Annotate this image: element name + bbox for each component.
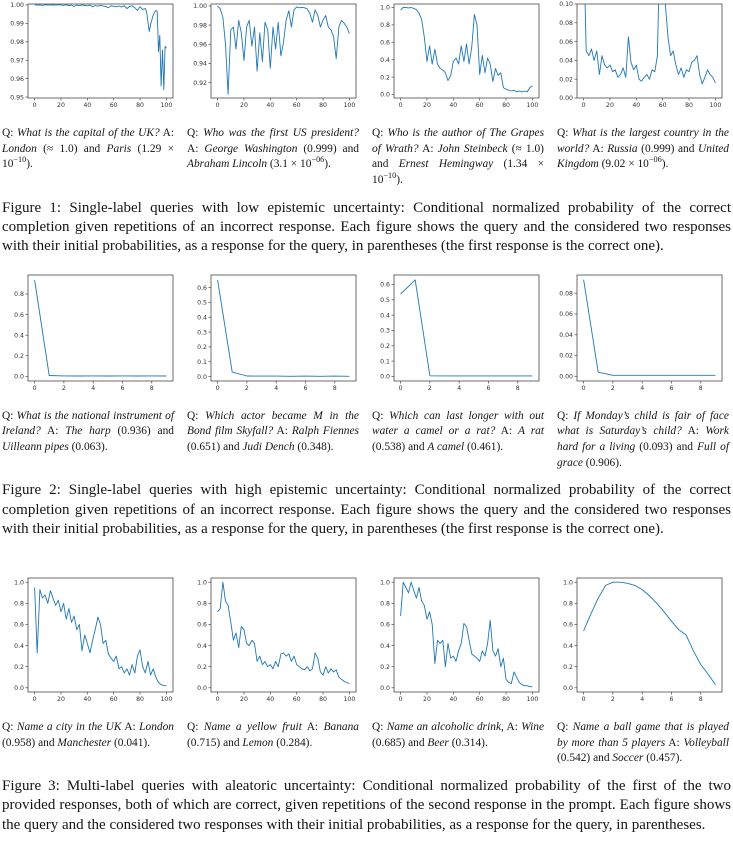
- svg-text:0.4: 0.4: [197, 313, 207, 321]
- svg-text:100: 100: [343, 696, 356, 703]
- svg-text:60: 60: [475, 696, 484, 703]
- figure-1-panel-3-chart: [368, 1, 544, 116]
- figure-2-panel-4-chart: [551, 272, 727, 399]
- svg-text:0.0: 0.0: [380, 91, 390, 99]
- svg-text:20: 20: [240, 696, 248, 703]
- svg-text:1.0: 1.0: [563, 579, 573, 587]
- svg-text:0.0: 0.0: [380, 684, 390, 692]
- figure-1-query-2: Q: Who was the first US president? A: George Washington (0.999) and Abraham Lincoln $(3.1 \times 10^{-06})$.: [187, 127, 360, 171]
- svg-text:0: 0: [215, 384, 220, 392]
- svg-text:0.98: 0.98: [193, 22, 207, 30]
- svg-text:0.6: 0.6: [197, 284, 207, 292]
- svg-text:0.02: 0.02: [559, 76, 573, 84]
- svg-text:0.96: 0.96: [10, 75, 24, 83]
- svg-text:1.00: 1.00: [10, 2, 24, 10]
- svg-text:60: 60: [658, 102, 667, 109]
- svg-text:100: 100: [160, 102, 173, 109]
- svg-text:0.2: 0.2: [563, 663, 573, 671]
- figure-1-caption: Figure 1: Single-label queries with low epistemic uncertainty: Conditional normalized probability of the correct completion given repetitions of an incorrect response. Each figure shows the query and the considered two responses with their initial probabilities, as a response for the query, in parentheses (the first response is the correct one).: [2, 199, 731, 255]
- svg-text:0.94: 0.94: [193, 60, 207, 68]
- svg-text:0.6: 0.6: [14, 311, 24, 319]
- figure-2-panel-3-chart: [368, 272, 544, 399]
- svg-text:100: 100: [526, 102, 539, 109]
- svg-text:0.2: 0.2: [14, 352, 24, 360]
- svg-text:0.6: 0.6: [380, 621, 390, 629]
- svg-text:100: 100: [526, 696, 539, 703]
- svg-text:80: 80: [319, 102, 327, 109]
- svg-text:0.02: 0.02: [559, 352, 573, 360]
- svg-text:0.2: 0.2: [380, 663, 390, 671]
- svg-text:20: 20: [240, 102, 248, 109]
- figure-3-query-2: Q: Name a yellow fruit A: Banana (0.715) and Lemon (0.284).: [187, 721, 359, 749]
- svg-text:0.04: 0.04: [559, 57, 573, 65]
- svg-text:20: 20: [423, 696, 431, 703]
- svg-text:4: 4: [640, 384, 645, 392]
- svg-text:0.0: 0.0: [197, 373, 207, 381]
- svg-text:0.8: 0.8: [563, 600, 573, 608]
- svg-text:20: 20: [423, 102, 431, 109]
- svg-text:20: 20: [57, 102, 65, 109]
- svg-text:0.6: 0.6: [563, 621, 573, 629]
- svg-text:60: 60: [475, 102, 484, 109]
- svg-text:0.4: 0.4: [197, 642, 207, 650]
- figure-2-panel-1-chart: [2, 272, 178, 399]
- svg-text:1.00: 1.00: [193, 3, 207, 11]
- svg-text:0.8: 0.8: [197, 600, 207, 608]
- svg-text:6: 6: [486, 384, 491, 392]
- svg-text:0: 0: [581, 384, 586, 392]
- svg-text:0.99: 0.99: [10, 20, 24, 28]
- svg-text:0.8: 0.8: [14, 600, 24, 608]
- svg-text:2: 2: [610, 696, 615, 703]
- svg-text:1.0: 1.0: [14, 579, 24, 587]
- svg-text:0.08: 0.08: [559, 289, 573, 297]
- svg-text:0.4: 0.4: [563, 642, 573, 650]
- svg-text:20: 20: [606, 102, 614, 109]
- svg-text:80: 80: [136, 102, 144, 109]
- svg-text:4: 4: [457, 384, 462, 392]
- figure-1-chart-row: [2, 1, 731, 116]
- svg-text:0.06: 0.06: [559, 38, 573, 46]
- figure-3-caption: Figure 3: Multi-label queries with aleatoric uncertainty: Conditional normalized probability of the first of the two provided responses, both of which are correct, given repetitions of the second response in the prompt. Each figure shows the query and the considered two responses with their initial probabilities, as a response for the query, in parentheses.: [2, 778, 731, 833]
- figure-2-query-1: Q: What is the national instrument of Ireland? A: The harp (0.936) and Uilleann pipes (0.063).: [2, 409, 174, 453]
- figure-2-chart-row: [2, 272, 731, 399]
- figure-2-query-2: Q: Which actor became M in the Bond film Skyfall? A: Ralph Fiennes (0.651) and Judi Dench (0.348).: [187, 409, 359, 453]
- figure-2-query-3: Q: Which can last longer with out water a camel or a rat? A: A rat (0.538) and A camel (0.461).: [372, 409, 544, 453]
- svg-text:0.4: 0.4: [380, 311, 390, 319]
- svg-text:100: 100: [160, 696, 173, 703]
- svg-text:40: 40: [449, 102, 458, 109]
- svg-text:100: 100: [709, 102, 722, 109]
- figure-2-query-row: [2, 409, 731, 472]
- svg-text:1.0: 1.0: [380, 4, 390, 12]
- svg-text:2: 2: [244, 384, 249, 392]
- svg-text:0.1: 0.1: [197, 358, 207, 366]
- figure-3-query-1: Q: Name a city in the UK A: London (0.958) and Manchester (0.041).: [2, 721, 174, 749]
- svg-text:0.6: 0.6: [197, 621, 207, 629]
- svg-text:8: 8: [149, 384, 154, 392]
- svg-text:0.8: 0.8: [380, 22, 390, 30]
- svg-text:0.8: 0.8: [380, 600, 390, 608]
- figure-3-block: [2, 575, 731, 835]
- svg-text:0.96: 0.96: [193, 41, 207, 49]
- svg-text:0: 0: [215, 696, 220, 703]
- svg-text:0.4: 0.4: [14, 331, 24, 339]
- svg-text:60: 60: [292, 102, 301, 109]
- svg-text:80: 80: [319, 696, 327, 703]
- svg-text:0.0: 0.0: [14, 684, 24, 692]
- figure-3-panel-2-chart: [185, 575, 361, 710]
- figure-3-query-4: Q: Name a ball game that is played by more than 5 players A: Volleyball (0.542) and Soccer (0.457).: [557, 721, 729, 765]
- svg-text:0.8: 0.8: [14, 290, 24, 298]
- svg-text:0.0: 0.0: [197, 684, 207, 692]
- svg-text:0: 0: [215, 102, 220, 109]
- svg-text:0: 0: [398, 384, 403, 392]
- svg-text:2: 2: [61, 384, 66, 392]
- figure-3-query-row: [2, 720, 731, 767]
- svg-text:20: 20: [57, 696, 65, 703]
- svg-text:0.4: 0.4: [380, 642, 390, 650]
- svg-text:1.0: 1.0: [197, 579, 207, 587]
- svg-text:6: 6: [669, 696, 674, 703]
- svg-text:0.0: 0.0: [380, 373, 390, 381]
- svg-text:0.2: 0.2: [197, 343, 207, 351]
- svg-text:60: 60: [292, 696, 301, 703]
- figure-2-caption: Figure 2: Single-label queries with high epistemic uncertainty: Conditional normalized probability of the correct completion given repetitions of an incorrect response. Each figure shows the query and the considered two responses with their initial probabilities, as a response for the query, in parentheses (the first response is the correct one).: [2, 482, 731, 537]
- figure-1-block: [2, 1, 731, 257]
- svg-text:0.92: 0.92: [193, 79, 207, 87]
- svg-text:6: 6: [120, 384, 125, 392]
- svg-text:40: 40: [449, 696, 458, 703]
- svg-text:0.5: 0.5: [197, 299, 207, 307]
- figure-3-chart-row: [2, 575, 731, 710]
- figure-2-panel-2-chart: [185, 272, 361, 399]
- svg-text:0.0: 0.0: [563, 684, 573, 692]
- svg-text:0.08: 0.08: [559, 20, 573, 27]
- svg-text:40: 40: [266, 696, 275, 703]
- svg-text:80: 80: [685, 102, 693, 109]
- svg-text:40: 40: [266, 102, 275, 109]
- svg-text:0: 0: [581, 102, 586, 109]
- svg-text:4: 4: [274, 384, 279, 392]
- svg-text:4: 4: [91, 384, 96, 392]
- svg-text:2: 2: [427, 384, 432, 392]
- figure-1-panel-2-chart: [185, 1, 361, 116]
- svg-text:40: 40: [632, 102, 641, 109]
- figure-3-query-3: Q: Name an alcoholic drink, A: Wine (0.685) and Beer (0.314).: [372, 721, 544, 749]
- svg-text:0: 0: [398, 696, 403, 703]
- svg-text:4: 4: [640, 696, 645, 703]
- svg-text:8: 8: [515, 384, 520, 392]
- svg-text:0: 0: [32, 102, 37, 109]
- svg-text:1.0: 1.0: [380, 579, 390, 587]
- svg-text:0.0: 0.0: [14, 373, 24, 381]
- figure-1-query-1: Q: What is the capital of the UK? A: London (≈ 1.0) and Paris $(1.29 \times 10^{-10})$.: [2, 127, 174, 171]
- svg-text:0: 0: [398, 102, 403, 109]
- svg-text:0.10: 0.10: [559, 1, 573, 9]
- svg-text:0.95: 0.95: [10, 94, 24, 102]
- svg-text:0.2: 0.2: [197, 663, 207, 671]
- svg-text:0.6: 0.6: [380, 281, 390, 289]
- svg-text:0.2: 0.2: [380, 74, 390, 82]
- figure-1-query-4: Q: What is the largest country in the world? A: Russia (0.999) and United Kingdom $(9.02 \times 10^{-06})$.: [557, 127, 729, 171]
- svg-text:80: 80: [136, 696, 144, 703]
- svg-text:0.98: 0.98: [10, 38, 24, 46]
- svg-text:6: 6: [303, 384, 308, 392]
- svg-text:0.00: 0.00: [559, 95, 573, 103]
- svg-text:0.3: 0.3: [197, 328, 207, 336]
- svg-text:0.6: 0.6: [14, 621, 24, 629]
- figure-3-panel-3-chart: [368, 575, 544, 710]
- svg-text:0.97: 0.97: [10, 57, 24, 65]
- svg-text:0.00: 0.00: [559, 373, 573, 381]
- figure-2-block: [2, 272, 731, 540]
- svg-text:0.6: 0.6: [380, 39, 390, 47]
- svg-text:0.06: 0.06: [559, 310, 573, 318]
- svg-text:2: 2: [610, 384, 615, 392]
- svg-text:0: 0: [32, 384, 37, 392]
- figure-1-query-row: [2, 126, 731, 189]
- svg-text:100: 100: [343, 102, 356, 109]
- svg-text:40: 40: [83, 102, 92, 109]
- svg-text:0: 0: [32, 696, 37, 703]
- svg-text:60: 60: [109, 696, 118, 703]
- svg-text:0.3: 0.3: [380, 327, 390, 335]
- svg-text:80: 80: [502, 696, 510, 703]
- figure-3-panel-1-chart: [2, 575, 178, 710]
- svg-text:40: 40: [83, 696, 92, 703]
- figure-1-panel-4-chart: [551, 1, 727, 116]
- figure-3-panel-4-chart: [551, 575, 727, 710]
- figure-1-panel-1-chart: [2, 1, 178, 116]
- svg-text:8: 8: [332, 384, 337, 392]
- svg-text:8: 8: [698, 696, 703, 703]
- svg-text:6: 6: [669, 384, 674, 392]
- svg-text:0.2: 0.2: [380, 342, 390, 350]
- svg-text:0.5: 0.5: [380, 296, 390, 304]
- svg-text:60: 60: [109, 102, 118, 109]
- svg-text:0.4: 0.4: [14, 642, 24, 650]
- svg-text:0.2: 0.2: [14, 663, 24, 671]
- svg-text:0.1: 0.1: [380, 357, 390, 365]
- svg-text:0.4: 0.4: [380, 56, 390, 64]
- svg-text:8: 8: [698, 384, 703, 392]
- svg-text:80: 80: [502, 102, 510, 109]
- figure-2-query-4: Q: If Monday’s child is fair of face what is Saturday’s child? A: Work hard for a living (0.093) and Full of grace (0.906).: [557, 409, 729, 469]
- figure-1-query-3: Q: Who is the author of The Grapes of Wrath? A: John Steinbeck (≈ 1.0) and Ernest Hemingway $(1.34 \times 10^{-10})$.: [372, 127, 545, 187]
- svg-text:0.04: 0.04: [559, 331, 573, 339]
- svg-text:0: 0: [581, 696, 586, 703]
